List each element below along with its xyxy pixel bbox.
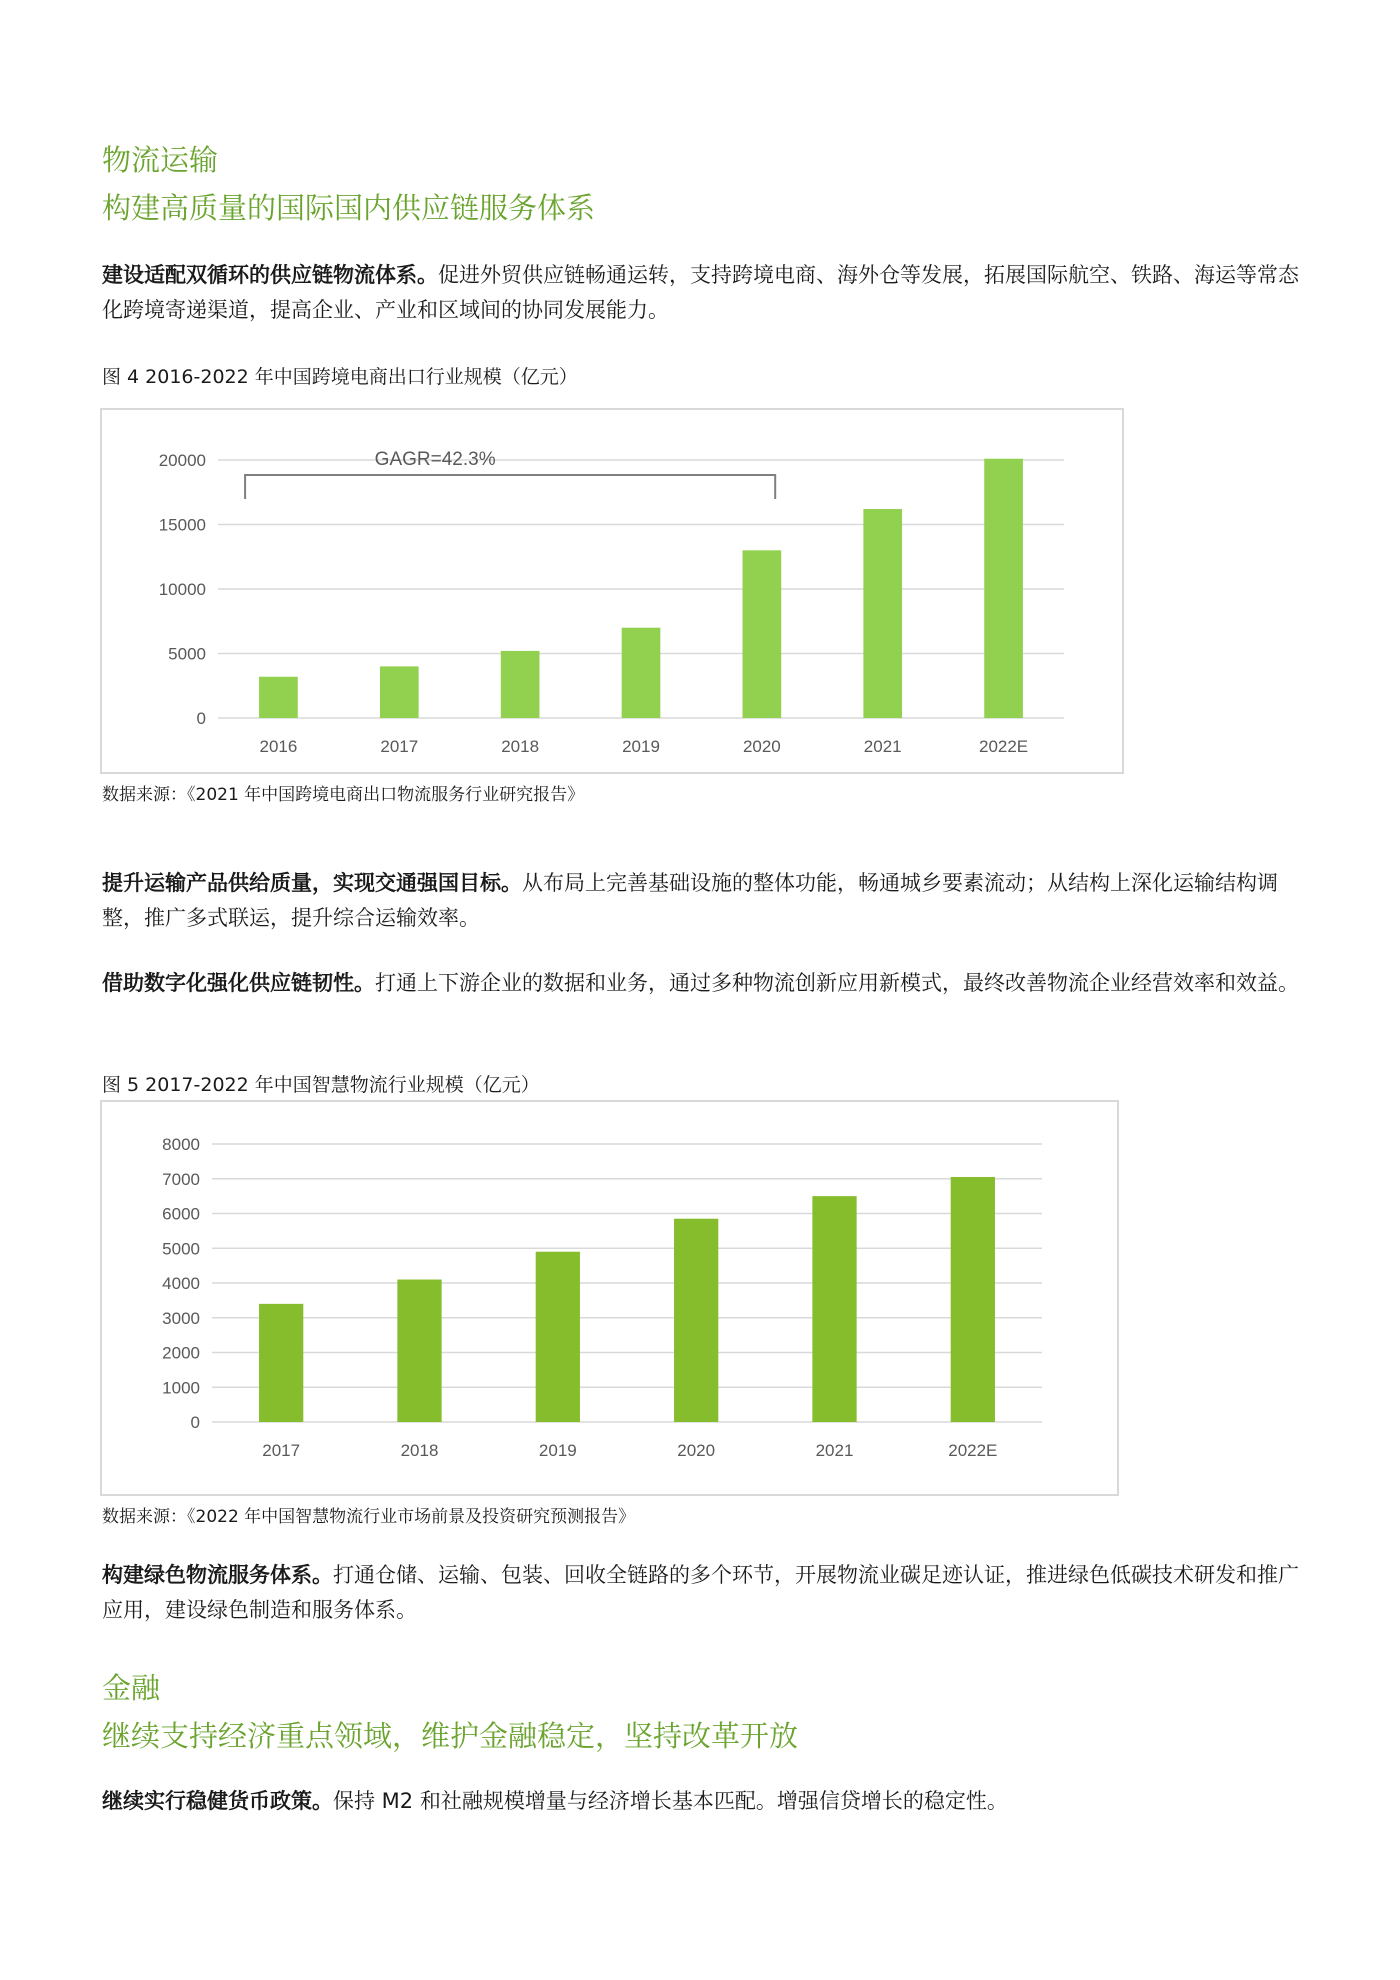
x-tick-label: 2021 (815, 1441, 854, 1460)
paragraph-body: 促进外贸供应链畅通运转，支持跨境电商、海外仓等发展，拓展国际航空、铁路、海运等常态化跨境寄递渠道，提高企业、产业和区域间的协同发展能力。 (102, 263, 1299, 322)
x-tick-label: 2018 (501, 737, 540, 756)
section-title-logistics: 物流运输 (102, 143, 219, 177)
bar-2017 (259, 1304, 303, 1422)
paragraph-body: 打通上下游企业的数据和业务，通过多种物流创新应用新模式，最终改善物流企业经营效率和效益。 (375, 971, 1299, 995)
x-tick-label: 2022E (948, 1441, 998, 1460)
figure-4-chart (100, 408, 1124, 774)
paragraph-lead: 建设适配双循环的供应链物流体系。 (102, 263, 438, 287)
y-tick-label: 4000 (162, 1274, 200, 1293)
figure-4-svg (102, 410, 1122, 772)
section-subtitle-logistics: 构建高质量的国际国内供应链服务体系 (102, 191, 596, 225)
y-tick-label: 6000 (162, 1204, 200, 1224)
x-tick-label: 2020 (677, 1441, 716, 1460)
paragraph-lead: 借助数字化强化供应链韧性。 (102, 971, 375, 995)
y-tick-label: 0 (196, 709, 206, 728)
paragraph-transport-quality (102, 866, 1302, 936)
section-subtitle-finance: 继续支持经济重点领域，维护金融稳定，坚持改革开放 (102, 1719, 799, 1753)
paragraph-body: 保持 M2 和社融规模增量与经济增长基本匹配。增强信贷增长的稳定性。 (333, 1789, 1008, 1813)
bar-2021 (812, 1196, 856, 1422)
figure-5-caption: 图 5 2017-2022 年中国智慧物流行业规模（亿元） (102, 1074, 540, 1096)
bar-2019 (536, 1252, 580, 1422)
y-tick-label: 5000 (168, 644, 206, 664)
figure-4-caption: 图 4 2016-2022 年中国跨境电商出口行业规模（亿元） (102, 366, 578, 388)
bar-2020 (743, 550, 782, 718)
figure-5-source: 数据来源：《2022 年中国智慧物流行业市场前景及投资研究预测报告》 (102, 1507, 636, 1527)
bar-2021 (863, 509, 902, 718)
figure-5-chart (100, 1100, 1119, 1496)
cagr-annotation: GAGR=42.3% (374, 449, 496, 470)
paragraph-lead: 继续实行稳健货币政策。 (102, 1789, 333, 1813)
paragraph-body: 从布局上完善基础设施的整体功能，畅通城乡要素流动；从结构上深化运输结构调整，推广多式联运，提升综合运输效率。 (102, 871, 1278, 930)
y-tick-label: 3000 (162, 1308, 200, 1328)
paragraph-green-logistics (102, 1558, 1302, 1628)
y-tick-label: 20000 (158, 451, 206, 470)
paragraph-lead: 提升运输产品供给质量，实现交通强国目标。 (102, 871, 522, 895)
figure-4-source: 数据来源：《2021 年中国跨境电商出口物流服务行业研究报告》 (102, 785, 585, 805)
cagr-bracket (245, 475, 775, 499)
paragraph-lead: 构建绿色物流服务体系。 (102, 1563, 333, 1587)
y-tick-label: 5000 (162, 1239, 200, 1259)
y-tick-label: 2000 (162, 1343, 200, 1363)
x-tick-label: 2019 (538, 1441, 577, 1460)
bar-2018 (397, 1280, 441, 1422)
y-tick-label: 10000 (158, 580, 206, 599)
bar-2018 (501, 651, 540, 718)
bar-2017 (380, 666, 419, 718)
y-tick-label: 1000 (162, 1378, 200, 1398)
section-title-finance: 金融 (102, 1671, 161, 1705)
y-tick-label: 7000 (162, 1169, 200, 1189)
bar-2020 (674, 1219, 718, 1422)
y-tick-label: 15000 (158, 515, 206, 535)
bar-2022E (951, 1177, 995, 1422)
y-tick-label: 0 (190, 1413, 200, 1432)
paragraph-supply-chain (102, 258, 1302, 328)
x-tick-label: 2017 (380, 737, 419, 756)
x-tick-label: 2021 (863, 737, 902, 756)
bar-2019 (622, 628, 661, 718)
paragraph-digital-resilience (102, 966, 1302, 1001)
figure-5-svg (102, 1102, 1117, 1494)
paragraph-monetary-policy (102, 1784, 1302, 1819)
x-tick-label: 2016 (259, 737, 298, 756)
x-tick-label: 2019 (622, 737, 660, 756)
paragraph-body: 打通仓储、运输、包装、回收全链路的多个环节，开展物流业碳足迹认证，推进绿色低碳技术研发和推广应用，建设绿色制造和服务体系。 (102, 1563, 1299, 1622)
bar-2016 (259, 677, 298, 718)
bar-2022E (984, 459, 1023, 718)
x-tick-label: 2018 (400, 1441, 439, 1460)
x-tick-label: 2020 (742, 737, 781, 756)
y-tick-label: 8000 (162, 1135, 200, 1154)
x-tick-label: 2017 (262, 1441, 301, 1460)
x-tick-label: 2022E (978, 737, 1029, 756)
